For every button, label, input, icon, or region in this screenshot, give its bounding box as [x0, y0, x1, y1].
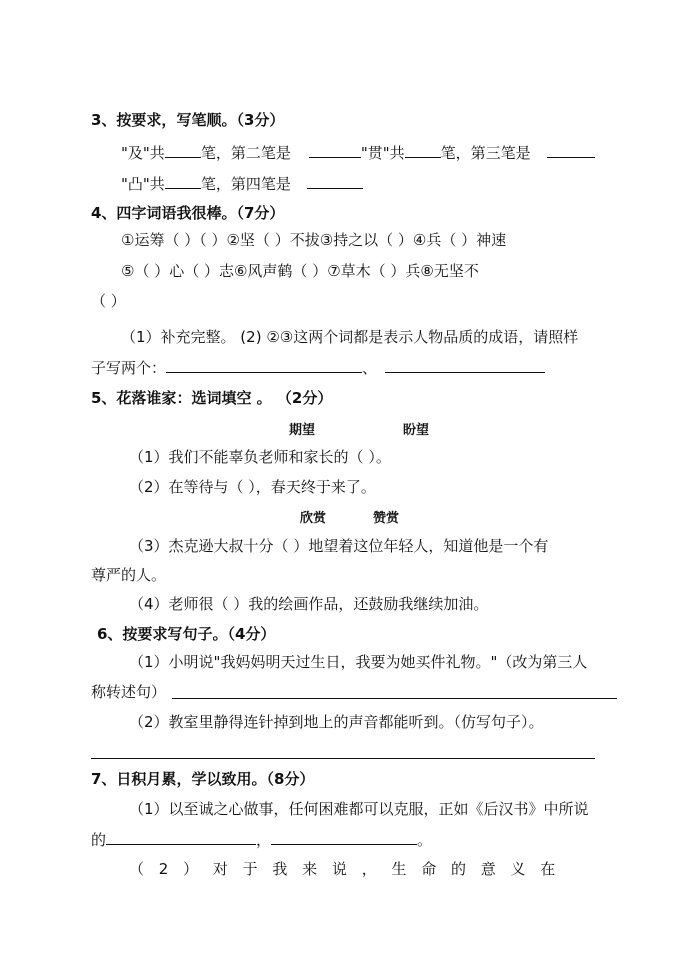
q3-line1: [121, 142, 595, 163]
q5-item1: （1）我们不能辜负老师和家长的（ ）。: [129, 448, 391, 466]
q4-row2: ⑤（ ）心（ ）志⑥风声鹤（ ）⑦草木（ ）兵⑧无坚不: [121, 262, 479, 280]
q4-sub2-a: 子写两个：: [91, 359, 167, 377]
blank-idiom-2[interactable]: [385, 357, 545, 373]
q3-line1-c: "贯"共: [360, 144, 405, 162]
q3-line2-b: 笔，第四笔是: [200, 175, 291, 193]
word-option-qiwang: 期望: [289, 423, 316, 438]
q7-title: 7、日积月累，学以致用。（8分）: [91, 770, 315, 788]
q7-item1: （1）以至诚之心做事，任何困难都可以克服，正如《后汉书》中所说: [129, 800, 589, 818]
blank-tu-count[interactable]: [165, 173, 201, 189]
q5-item3b: 尊严的人。: [91, 566, 167, 584]
q3-line1-d: 笔，第三笔是: [440, 144, 531, 162]
q7-item1b-a: 的: [91, 831, 107, 849]
blank-tu-stroke4[interactable]: [307, 173, 363, 189]
q4-row1: ①运筹（ ）（ ）②坚（ ）不拔③持之以（ ）④兵（ ）神速: [121, 231, 507, 249]
blank-quote-1[interactable]: [106, 829, 256, 845]
q6-item2: （2）教室里静得连针掉到地上的声音都能听到。（仿写句子）。: [129, 713, 544, 731]
q4-title: 4、四字词语我很棒。（7分）: [91, 204, 285, 222]
word-option-xinshang: 欣赏: [300, 511, 327, 526]
q5-title: 5、花落谁家：选词填空 。 （2分）: [91, 389, 333, 407]
q4-sub2: [91, 357, 545, 378]
q3-line2: [121, 173, 363, 194]
blank-ji-stroke2[interactable]: [309, 142, 361, 158]
word-option-zanshang: 赞赏: [373, 511, 400, 526]
blank-guan-stroke3[interactable]: [547, 142, 595, 158]
answer-line-imitation[interactable]: [91, 758, 595, 759]
q6-item1b: 称转述句）: [91, 683, 167, 701]
q6-item1: （1）小明说"我妈妈明天过生日，我要为她买件礼物。"（改为第三人: [129, 653, 588, 671]
q3-line1-b: 笔，第二笔是: [200, 144, 291, 162]
q7-item2: （ 2 ） 对 于 我 来 说 ， 生 命 的 意 义 在: [129, 860, 556, 878]
q3-title: 3、按要求，写笔顺。（3分）: [91, 111, 285, 129]
q6-title: 6、按要求写句子。（4分）: [97, 625, 276, 643]
q4-row3: （ ）: [91, 292, 126, 310]
q3-line2-a: "凸"共: [121, 175, 165, 193]
blank-quote-2[interactable]: [271, 829, 417, 845]
q7-item1b-sep: ，: [256, 831, 272, 849]
q5-item3: （3）杰克逊大叔十分（ ）地望着这位年轻人，知道他是一个有: [129, 537, 549, 555]
blank-idiom-1[interactable]: [166, 357, 362, 373]
blank-guan-count[interactable]: [405, 142, 441, 158]
blank-ji-count[interactable]: [165, 142, 201, 158]
q5-item4: （4）老师很（ ）我的绘画作品，还鼓励我继续加油。: [129, 595, 489, 613]
q7-item1b: [91, 829, 432, 850]
q7-item1b-end: 。: [417, 831, 433, 849]
q4-sub2-sep: 、: [362, 359, 378, 377]
word-option-panwang: 盼望: [403, 423, 430, 438]
q3-line1-a: "及"共: [121, 144, 165, 162]
answer-line-reported-speech[interactable]: [172, 698, 617, 699]
q4-sub1: （1）补充完整。 (2) ②③这两个词都是表示人物品质的成语，请照样: [121, 328, 579, 346]
q5-item2: （2）在等待与（ ），春天终于来了。: [129, 478, 376, 496]
